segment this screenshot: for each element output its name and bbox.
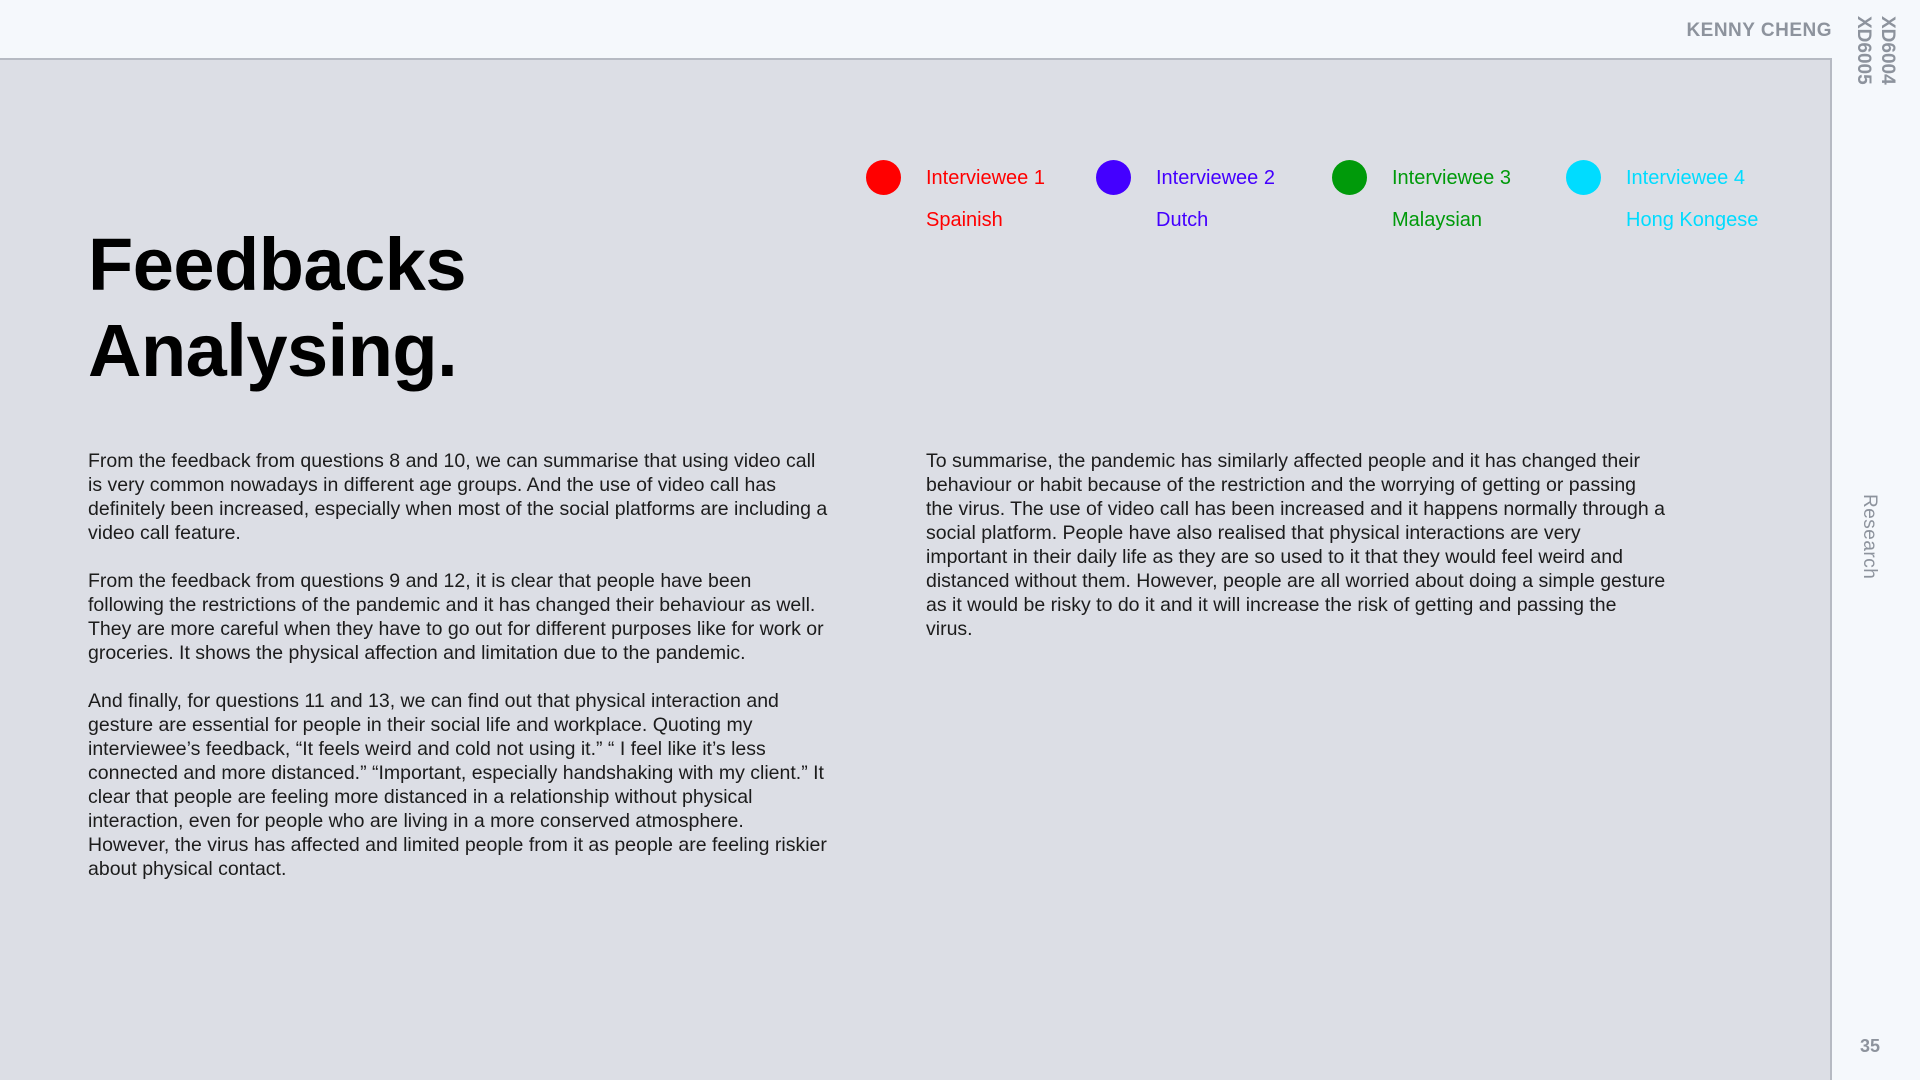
paragraph: From the feedback from questions 9 and 12, it is clear that people have been following the restrictions of the pandemic and it has changed their behaviour as well. They are more careful when they have to go out for different purposes like for work or groceries. It shows the physical affection and limitation due to the pandemic. <box>88 570 824 664</box>
title-line-2: Analysing. <box>88 309 458 392</box>
legend-nationality: Malaysian <box>1392 209 1483 231</box>
section-label: Research <box>1859 494 1880 580</box>
legend-name: Interviewee 1 <box>926 167 1045 189</box>
slide-canvas <box>0 58 1832 1080</box>
color-dot-icon <box>1566 160 1601 195</box>
author-name: KENNY CHENG <box>1686 20 1832 41</box>
page-title <box>88 222 466 394</box>
page-number: 35 <box>1860 1036 1881 1056</box>
color-dot-icon <box>1096 160 1131 195</box>
legend-name: Interviewee 3 <box>1392 167 1511 189</box>
paragraph: To summarise, the pandemic has similarly affected people and it has changed their behaviour or habit because of the restriction and the worrying of getting or passing the virus. The use of video call has been increased and it happens normally through a social platform. People have also realised that physical interactions are very important in their daily life as they are so used to it that they would feel weird and distanced without them. However, people are all worried about doing a simple gesture as it would be risky to do it and it will increase the risk of getting and passing the virus. <box>926 450 1666 640</box>
interviewee-legend <box>866 160 1786 240</box>
legend-nationality: Hong Kongese <box>1626 209 1759 231</box>
title-line-1: Feedbacks <box>88 223 467 306</box>
legend-name: Interviewee 4 <box>1626 167 1745 189</box>
paragraph: And finally, for questions 11 and 13, we can find out that physical interaction and gesture are essential for people in their social life and workplace. Quoting my interviewee’s feedback, “It feels weird and cold not using it.” “ I feel like it’s less connected and more distanced.” “Important, especially handshaking with my client.” It clear that people are feeling more distanced in a relationship without physical interaction, even for people who are living in a more conserved atmosphere. However, the virus has affected and limited people from it as people are feeling riskier about physical contact. <box>88 690 827 880</box>
top-bar <box>0 0 1920 58</box>
course-code: XD6005 <box>1853 16 1874 85</box>
paragraph: From the feedback from questions 8 and 10, we can summarise that using video call is very common nowadays in different age groups. And the use of video call has definitely been increased, especially when most of the social platforms are including a video call feature. <box>88 450 828 544</box>
legend-name: Interviewee 2 <box>1156 167 1275 189</box>
legend-nationality: Dutch <box>1156 209 1209 231</box>
course-code: XD6004 <box>1877 16 1898 85</box>
analysis-text-left <box>88 449 828 905</box>
color-dot-icon <box>1332 160 1367 195</box>
course-codes <box>1851 16 1899 85</box>
legend-nationality: Spainish <box>926 209 1003 231</box>
analysis-text-right <box>926 449 1666 665</box>
color-dot-icon <box>866 160 901 195</box>
